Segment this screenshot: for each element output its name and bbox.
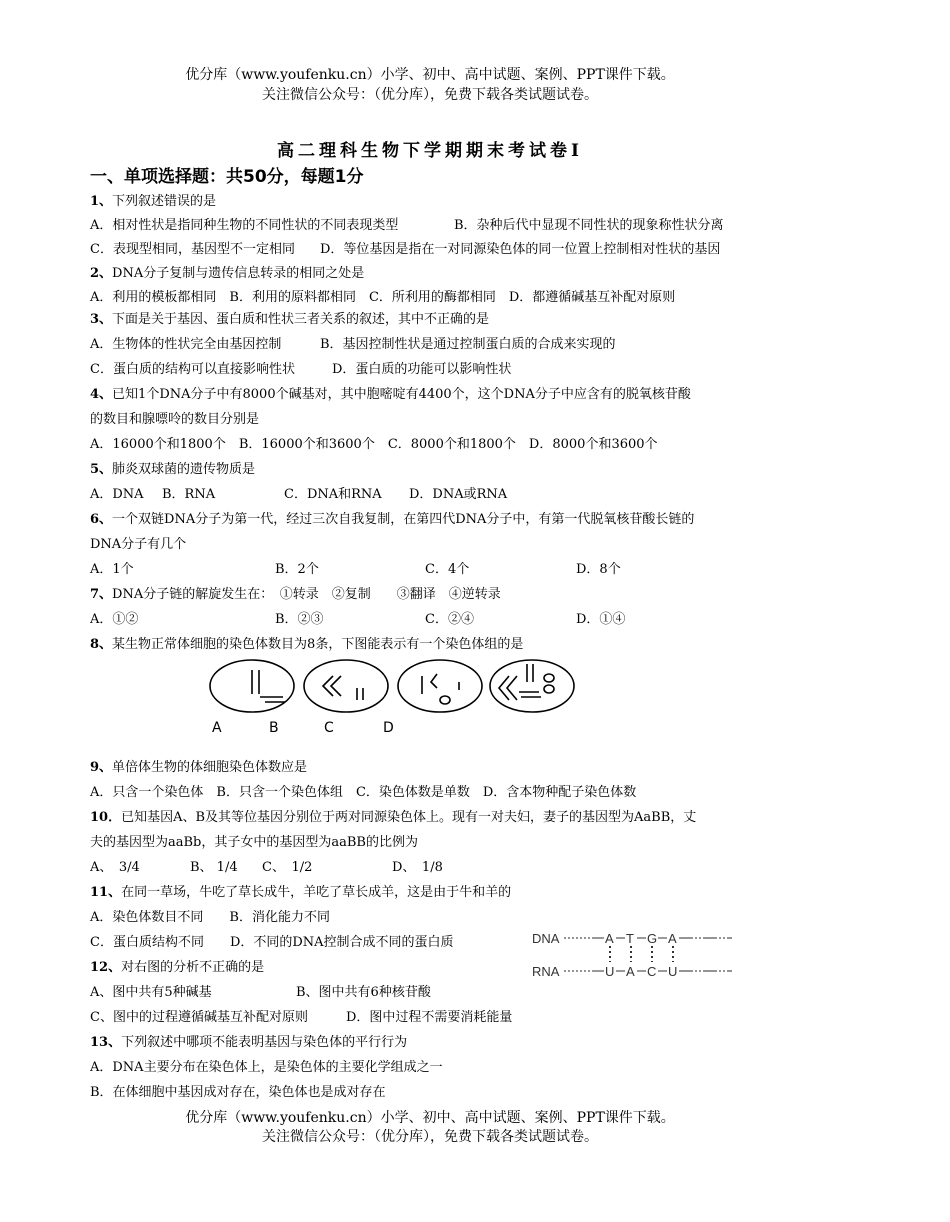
question-10-cont: 夫的基因型为aaBb，其子女中的基因型为aaBB的比例为 bbox=[90, 835, 418, 850]
q5-option-b: B．RNA bbox=[162, 487, 216, 502]
q12-option-d: D．图中过程不需要消耗能量 bbox=[346, 1010, 513, 1025]
q6-option-d: D．8个 bbox=[576, 562, 621, 577]
footer-line-2: 关注微信公众号：（优分库），免费下载各类试题试卷。 bbox=[262, 1129, 598, 1145]
dna-base-1: A bbox=[605, 931, 614, 946]
dna-label: DNA bbox=[532, 931, 560, 946]
q3-option-c: C．蛋白质的结构可以直接影响性状 bbox=[90, 362, 295, 377]
question-10: 10．已知基因A、B及其等位基因分别位于两对同源染色体上。现有一对夫妇，妻子的基因型为AaBB，丈 bbox=[90, 810, 697, 825]
question-13: 13、下列叙述中哪项不能表明基因与染色体的平行行为 bbox=[90, 1035, 408, 1050]
question-7: 7、DNA分子链的解旋发生在： ①转录 ②复制 ③翻译 ④逆转录 bbox=[90, 587, 501, 602]
question-3: 3、下面是关于基因、蛋白质和性状三者关系的叙述，其中不正确的是 bbox=[90, 312, 490, 327]
q12-option-a: A、图中共有5种碱基 bbox=[90, 985, 212, 1000]
q6-option-a: A．1个 bbox=[90, 562, 134, 577]
q9-options: A．只含一个染色体 B．只含一个染色体组 C．染色体数是单数 D．含本物种配子染色体数 bbox=[90, 785, 637, 800]
question-8: 8、某生物正常体细胞的染色体数目为8条，下图能表示有一个染色体组的是 bbox=[90, 637, 524, 652]
dna-base-3: G bbox=[647, 931, 658, 946]
section-heading: 一、单项选择题：共50分，每题1分 bbox=[90, 167, 364, 187]
q4-options: A．16000个和1800个 B．16000个和3600个 C．8000个和1800个 D．8000个和3600个 bbox=[90, 437, 658, 452]
header-line-1: 优分库（www.youfenku.cn）小学、初中、高中试题、案例、PPT课件下载。 bbox=[185, 67, 675, 83]
question-11: 11、在同一草场，牛吃了草长成牛，羊吃了草长成羊，这是由于牛和羊的 bbox=[90, 885, 512, 900]
cell-label-a: A bbox=[212, 720, 222, 736]
cell-label-b: B bbox=[269, 720, 279, 736]
q3-option-a: A．生物体的性状完全由基因控制 bbox=[90, 337, 282, 352]
q1-option-b: B．杂种后代中显现不同性状的现象称性状分离 bbox=[454, 218, 724, 233]
cell-label-d: D bbox=[383, 720, 394, 736]
q5-option-a: A．DNA bbox=[90, 487, 144, 502]
question-9: 9、单倍体生物的体细胞染色体数应是 bbox=[90, 760, 308, 775]
q3-option-b: B．基因控制性状是通过控制蛋白质的合成来实现的 bbox=[320, 337, 616, 352]
question-12: 12、对右图的分析不正确的是 bbox=[90, 960, 265, 975]
rna-base-1: U bbox=[605, 964, 615, 979]
q1-option-d: D．等位基因是指在一对同源染色体的同一位置上控制相对性状的基因 bbox=[320, 242, 721, 257]
q5-option-c: C．DNA和RNA bbox=[284, 487, 382, 502]
q1-option-c: C．表现型相同，基因型不一定相同 bbox=[90, 242, 295, 257]
q11-options-1: A．染色体数目不同 B．消化能力不同 bbox=[90, 910, 330, 925]
header-line-2: 关注微信公众号：（优分库），免费下载各类试题试卷。 bbox=[262, 87, 598, 103]
exam-title: 高二理科生物下学期期末考试卷Ⅰ bbox=[277, 141, 583, 161]
q7-option-c: C．②④ bbox=[425, 612, 474, 627]
rna-base-3: C bbox=[647, 964, 657, 979]
question-5: 5、肺炎双球菌的遗传物质是 bbox=[90, 462, 256, 477]
q7-option-b: B．②③ bbox=[275, 612, 324, 627]
q13-option-b: B．在体细胞中基因成对存在，染色体也是成对存在 bbox=[90, 1085, 386, 1100]
question-6: 6、一个双链DNA分子为第一代，经过三次自我复制，在第四代DNA分子中，有第一代脱氧核苷酸长链的 bbox=[90, 512, 695, 527]
q13-option-a: A．DNA主要分布在染色体上，是染色体的主要化学组成之一 bbox=[90, 1060, 443, 1075]
q7-option-a: A．①② bbox=[90, 612, 139, 627]
footer-line-1: 优分库（www.youfenku.cn）小学、初中、高中试题、案例、PPT课件下载。 bbox=[185, 1110, 675, 1126]
question-6-cont: DNA分子有几个 bbox=[90, 537, 187, 552]
dna-base-4: A bbox=[668, 931, 677, 946]
cell-d bbox=[490, 660, 574, 712]
q6-option-c: C．4个 bbox=[425, 562, 470, 577]
q10-option-d: D、 1/8 bbox=[392, 860, 443, 875]
question-1: 1、下列叙述错误的是 bbox=[90, 194, 217, 209]
dna-rna-diagram bbox=[532, 928, 756, 984]
q10-option-c: C、 1/2 bbox=[262, 860, 313, 875]
rna-base-2: A bbox=[626, 964, 635, 979]
dna-base-2: T bbox=[626, 931, 634, 946]
q3-option-d: D．蛋白质的功能可以影响性状 bbox=[332, 362, 512, 377]
q10-option-a: A、 3/4 bbox=[90, 860, 140, 875]
question-4: 4、已知1个DNA分子中有8000个碱基对，其中胞嘧啶有4400个，这个DNA分子中应含有的脱氧核苷酸 bbox=[90, 387, 691, 402]
cell-c bbox=[398, 660, 482, 712]
q11-options-2: C．蛋白质结构不同 D．不同的DNA控制合成不同的蛋白质 bbox=[90, 935, 454, 950]
question-4-cont: 的数目和腺嘌呤的数目分别是 bbox=[90, 412, 260, 427]
cell-label-c: C bbox=[324, 720, 334, 736]
question-2: 2、DNA分子复制与遗传信息转录的相同之处是 bbox=[90, 266, 365, 281]
q10-option-b: B、 1/4 bbox=[190, 860, 238, 875]
q12-option-b: B、图中共有6种核苷酸 bbox=[296, 985, 431, 1000]
q12-option-c: C、图中的过程遵循碱基互补配对原则 bbox=[90, 1010, 308, 1025]
rna-base-4: U bbox=[668, 964, 678, 979]
q2-options: A．利用的模板都相同 B．利用的原料都相同 C．所利用的酶都相同 D．都遵循碱基互补配对原则 bbox=[90, 290, 676, 305]
q1-option-a: A．相对性状是指同种生物的不同性状的不同表现类型 bbox=[90, 218, 399, 233]
cell-b bbox=[304, 660, 388, 712]
rna-label: RNA bbox=[532, 964, 560, 979]
q5-option-d: D．DNA或RNA bbox=[409, 487, 508, 502]
chromosome-cells-figure bbox=[205, 656, 585, 716]
q7-option-d: D．①④ bbox=[576, 612, 626, 627]
q6-option-b: B．2个 bbox=[275, 562, 319, 577]
